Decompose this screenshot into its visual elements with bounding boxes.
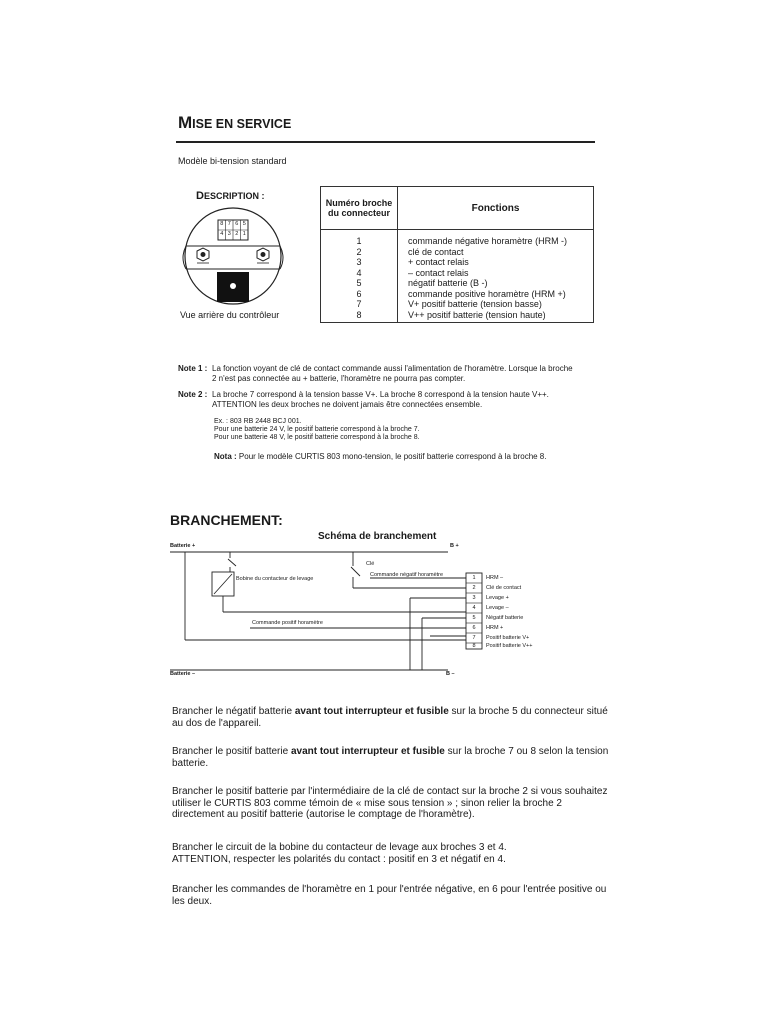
- note-1-label: Note 1 :: [178, 364, 208, 373]
- terminal-label: HRM +: [486, 625, 504, 631]
- subtitle: Modèle bi-tension standard: [178, 156, 287, 166]
- pin-function-table: [320, 186, 594, 323]
- terminal-number: 7: [472, 635, 476, 641]
- terminal-number: 5: [472, 615, 476, 621]
- pin-number: 7: [356, 299, 362, 309]
- label-coil: Bobine du contacteur de levage: [236, 576, 314, 582]
- nota-text: Pour le modèle CURTIS 803 mono-tension, le positif batterie correspond à la broche 8.: [238, 452, 547, 461]
- instruction-text: sur la broche 5 du connecteur situé au dos de l'appareil.: [172, 706, 608, 729]
- function-column: [398, 230, 594, 323]
- connector-pin: 6: [235, 221, 239, 227]
- page-title-initial: M: [178, 113, 193, 132]
- pin-function: – contact relais: [408, 267, 469, 278]
- nota-label: Nota :: [214, 452, 237, 461]
- pin-number: 8: [356, 309, 362, 320]
- controller-caption: Vue arrière du contrôleur: [180, 310, 280, 320]
- label-b-plus: B +: [450, 543, 459, 549]
- instruction-line: Brancher le circuit de la bobine du contacteur de levage aux broches 3 et 4.: [172, 842, 507, 853]
- label-cle: Clé: [366, 561, 375, 567]
- connector-pins-top: [218, 221, 248, 227]
- note-2-line: ATTENTION les deux broches ne doivent jamais être connectées ensemble.: [212, 400, 483, 409]
- label-b-minus: B –: [446, 671, 455, 677]
- note-2: [178, 390, 598, 410]
- terminal-number: 8: [472, 643, 476, 649]
- instruction-line: ATTENTION, respecter les polarités du contact : positif en 3 et négatif en 4.: [172, 853, 506, 865]
- connector-pin: 4: [220, 231, 224, 237]
- instruction-text: sur la broche 7 ou 8 selon la tension batterie.: [172, 746, 609, 769]
- pin-function: V+ positif batterie (tension basse): [408, 299, 542, 309]
- note-2-line: La broche 7 correspond à la tension basse V+. La broche 8 correspond à la tension haute V++.: [212, 390, 549, 399]
- column-header-functions: Fonctions: [398, 187, 594, 230]
- instruction-text: Brancher le négatif batterie: [172, 706, 295, 717]
- terminal-number: 2: [472, 585, 476, 591]
- example-line: Ex. : 803 RB 2448 BCJ 001.: [214, 418, 302, 425]
- pin-function: commande négative horamètre (HRM -): [408, 236, 568, 246]
- description-label-rest: ESCRIPTION :: [203, 191, 265, 201]
- table-body-row: [321, 230, 594, 323]
- terminal-label: Négatif batterie: [486, 615, 524, 621]
- label-cmd-pos: Commande positif horamètre: [252, 620, 323, 626]
- terminal-number: 1: [472, 575, 476, 581]
- pin-number: 1: [356, 236, 362, 246]
- terminal-label: Clé de contact: [486, 585, 522, 591]
- example-line: Pour une batterie 24 V, le positif batterie correspond à la broche 7.: [214, 426, 420, 433]
- pin-function: + contact relais: [408, 257, 469, 267]
- instruction-positif: [172, 746, 612, 769]
- terminal-number: 6: [472, 625, 476, 631]
- connector-pin: 8: [220, 221, 224, 227]
- note-1: [178, 364, 598, 384]
- label-batterie-minus: Batterie –: [170, 671, 196, 677]
- table-header-row: [321, 187, 594, 230]
- terminal-numbers: [466, 573, 482, 649]
- terminal-label: Levage –: [486, 605, 509, 611]
- instruction-negatif: [172, 706, 612, 729]
- label-batterie-plus: Batterie +: [170, 543, 196, 549]
- terminal-label: Positif batterie V+: [486, 635, 530, 641]
- nota: [214, 452, 604, 462]
- pin-number: 5: [356, 278, 362, 288]
- pin-function: commande positive horamètre (HRM +): [408, 288, 566, 299]
- instruction-text: Brancher le positif batterie: [172, 746, 291, 757]
- connector-pin: 2: [235, 231, 239, 237]
- connector-pin: 1: [242, 231, 246, 237]
- key-switch-icon: [351, 567, 360, 576]
- connector-pin: 5: [242, 221, 246, 227]
- note-1-line: 2 n'est pas connectée au + batterie, l'horamètre ne pourra pas compter.: [212, 374, 466, 383]
- pin-function: négatif batterie (B -): [408, 278, 488, 288]
- pin-number: 3: [356, 257, 362, 267]
- page-title: [178, 113, 291, 133]
- instruction-emphasis: avant tout interrupteur et fusible: [290, 746, 445, 757]
- terminal-label: Positif batterie V++: [486, 643, 533, 649]
- connector-pin: 7: [227, 221, 231, 227]
- pin-column: [321, 230, 398, 323]
- column-header-pin: Numéro broche du connecteur: [321, 187, 398, 230]
- controller-rear-view: [178, 202, 288, 306]
- pin-function: V++ positif batterie (tension haute): [408, 309, 546, 320]
- terminal-label: HRM –: [486, 575, 504, 581]
- coil-switch-icon: [228, 559, 236, 566]
- instruction-horametre: Brancher les commandes de l'horamètre en 1 pour l'entrée négative, en 6 pour l'entrée positive ou les deux.: [172, 884, 607, 907]
- instruction-cle-contact: Brancher le positif batterie par l'intermédiaire de la clé de contact sur la broche 2 si vous souhaitez utiliser le CURTIS 803 comme témoin de « mise sous tension » ; sinon relier la broche 2 directement au positif batterie (autorise le comptage de l'horamètre).: [172, 786, 608, 820]
- connector-pin: 3: [227, 231, 231, 237]
- pin-function: clé de contact: [408, 246, 464, 257]
- connector-pins-bottom: [218, 231, 248, 237]
- pin-number: 6: [356, 288, 362, 299]
- branchement-title: BRANCHEMENT:: [170, 512, 283, 528]
- pin-number: 2: [356, 246, 362, 257]
- schema-title: Schéma de branchement: [318, 531, 437, 542]
- terminal-labels: [486, 573, 566, 649]
- note-2-label: Note 2 :: [178, 390, 208, 399]
- example-line: Pour une batterie 48 V, le positif batterie correspond à la broche 8.: [214, 434, 420, 441]
- terminal-label: Levage +: [486, 595, 509, 601]
- pin-number: 4: [356, 267, 362, 278]
- terminal-number: 3: [472, 595, 476, 601]
- description-label-initial: D: [196, 190, 204, 202]
- instruction-emphasis: avant tout interrupteur et fusible: [294, 706, 449, 717]
- note-1-line: La fonction voyant de clé de contact commande aussi l'alimentation de l'horamètre. Lorsque la broche: [212, 364, 573, 373]
- title-rule: [176, 141, 595, 143]
- terminal-number: 4: [472, 605, 476, 611]
- page-title-rest: ISE EN SERVICE: [192, 117, 292, 131]
- instruction-bobine: [172, 842, 612, 865]
- example-block: [214, 418, 594, 442]
- label-cmd-neg: Commande négatif horamètre: [370, 572, 444, 578]
